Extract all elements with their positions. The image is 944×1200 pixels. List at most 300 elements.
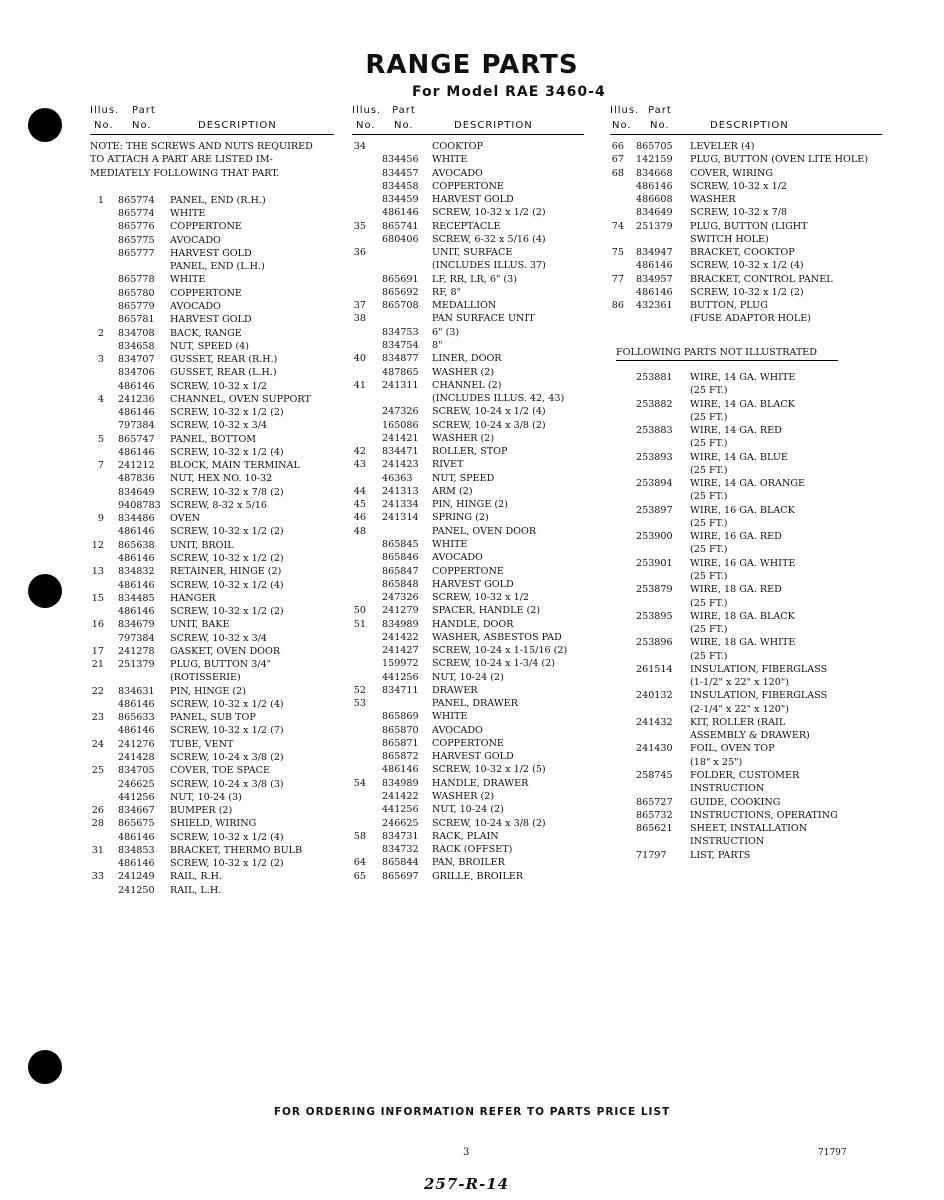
part-number: 680406 [382,233,419,245]
part-row [352,498,584,511]
illus-number: 75 [611,247,624,259]
part-row [610,809,882,822]
part-row [352,299,584,312]
part-row [610,477,882,490]
part-row [610,583,882,596]
part-row [610,490,882,503]
part-description: UNIT, SURFACE [432,247,513,259]
part-description: GUSSET, REAR (R.H.) [170,354,278,366]
column-header [610,102,882,134]
part-row [90,804,334,817]
part-description: NUT, 10-24 (3) [170,791,242,803]
part-number: 247326 [382,406,419,418]
part-row [610,233,882,246]
illus-number: 35 [353,220,366,232]
part-row [90,273,334,286]
part-description: PLUG, BUTTON (LIGHT [690,220,808,232]
part-row [610,822,882,835]
part-row [90,512,334,525]
illus-number: 5 [97,433,104,445]
part-description: PANEL, END (L.H.) [170,261,265,273]
part-row [610,437,882,450]
part-row [352,856,584,869]
punch-hole-middle [28,574,62,608]
part-description: BLOCK, MAIN TERMINAL [170,460,300,472]
part-number: 486146 [118,579,155,591]
illus-number: 43 [353,459,366,471]
part-number: 159972 [382,658,419,670]
part-row [352,379,584,392]
part-row [90,194,334,207]
part-row [610,517,882,530]
part-row [352,339,584,352]
part-description: PAN SURFACE UNIT [432,313,535,325]
part-number: 865697 [382,870,419,882]
part-row [352,538,584,551]
part-number: 834711 [382,684,419,696]
part-row [90,499,334,512]
part-row [352,710,584,723]
part-row [352,286,584,299]
part-row [610,464,882,477]
illus-number: 21 [91,659,104,671]
part-number: 241432 [636,716,673,728]
part-description: LINER, DOOR [432,353,502,365]
part-description: SCREW, 10-32 x 1/2 (2) [432,207,546,219]
part-number: 258745 [636,769,673,781]
part-description: INSULATION, FIBERGLASS [690,690,828,702]
part-number: 241427 [382,645,419,657]
part-number: 865741 [382,220,419,232]
part-description: WIRE, 14 GA. RED [690,425,782,437]
part-number: 865845 [382,538,419,550]
part-number: 865708 [382,300,419,312]
part-description: BRACKET, CONTROL PANEL [690,273,833,285]
part-row [352,631,584,644]
part-description: PLUG, BUTTON (OVEN LITE HOLE) [690,154,869,166]
illus-number: 7 [97,460,104,472]
part-row [90,724,334,737]
part-row [610,557,882,570]
part-description: SCREW, 10-32 x 7/8 [690,207,788,219]
part-description: WASHER (2) [432,432,495,444]
part-description: SCREW, 10-32 x 1/2 (4) [170,579,284,591]
part-number: 865638 [118,539,155,551]
part-description: SCREW, 10-24 x 1-3/4 (2) [432,658,556,670]
part-row [610,782,882,795]
part-description: NUT, SPEED (4) [170,340,249,352]
note [90,140,334,180]
part-row [610,703,882,716]
part-description: WHITE [432,711,468,723]
part-description: INSTRUCTIONS, OPERATING [690,809,838,821]
part-description: PIN, HINGE (2) [170,685,246,697]
header-illus: Illus. [352,105,382,116]
part-description: (25 FT.) [690,517,728,529]
illus-number: 86 [611,300,624,312]
part-description: WASHER [690,194,736,206]
part-number: 247326 [382,592,419,604]
part-description: SCREW, 10-32 x 1/2 (2) [170,407,284,419]
part-row [352,644,584,657]
part-row [610,153,882,166]
illus-number: 12 [91,539,104,551]
part-row [610,299,882,312]
part-row [90,632,334,645]
part-row [352,604,584,617]
part-description: PIN, HINGE (2) [432,499,508,511]
part-number: 834877 [382,353,419,365]
part-row [352,432,584,445]
part-number: 865747 [118,433,155,445]
part-description: WASHER, ASBESTOS PAD [432,631,562,643]
part-description: INSTRUCTION [690,783,765,795]
part-row [352,830,584,843]
handwritten-note: 257-R-14 [424,1175,510,1193]
part-row [90,340,334,353]
part-description: AVOCADO [432,167,483,179]
part-row [352,140,584,153]
part-description: SCREW, 10-32 x 1/2 (4) [170,831,284,843]
part-description: COPPERTONE [432,565,504,577]
header-illus-no: No. [94,120,114,131]
part-row [610,180,882,193]
part-row [90,486,334,499]
part-description: SCREW, 10-24 x 1/2 (4) [432,406,546,418]
part-row [352,273,584,286]
part-row [90,419,334,432]
part-description: (ROTISSERIE) [170,672,241,684]
part-description: COVER, WIRING [690,167,774,179]
illus-number: 58 [353,830,366,842]
part-number: 865727 [636,796,673,808]
part-number: 834989 [382,618,419,630]
part-description: INSULATION, FIBERGLASS [690,663,828,675]
part-row [90,287,334,300]
part-row [352,419,584,432]
part-description: WASHER (2) [432,791,495,803]
part-description: SHEET, INSTALLATION [690,823,808,835]
part-number: 834458 [382,180,419,192]
part-row [90,380,334,393]
part-row [90,884,334,897]
illus-number: 40 [353,353,366,365]
part-description: GASKET, OVEN DOOR [170,645,281,657]
part-number: 834731 [382,830,419,842]
part-number: 253901 [636,557,673,569]
part-row [90,698,334,711]
part-description: (25 FT.) [690,570,728,582]
part-description: SCREW, 10-32 x 1/2 [432,592,530,604]
part-description: RAIL, R.H. [170,871,223,883]
part-number: 865633 [118,712,155,724]
illus-number: 26 [91,805,104,817]
part-number: 834457 [382,167,419,179]
illus-number: 38 [353,313,366,325]
part-description: SCREW, 6-32 x 5/16 (4) [432,233,546,245]
part-row [90,685,334,698]
part-description: HANGER [170,592,216,604]
part-description: BRACKET, THERMO BULB [170,844,303,856]
part-description: COPPERTONE [170,287,242,299]
part-number: 865847 [382,565,419,577]
part-row [90,446,334,459]
part-row [610,259,882,272]
part-description: ASSEMBLY & DRAWER) [690,730,810,742]
part-description: COPPERTONE [170,221,242,233]
part-number: 253894 [636,478,673,490]
part-description: HANDLE, DOOR [432,618,514,630]
header-description: DESCRIPTION [710,120,789,131]
part-row [90,327,334,340]
part-row [610,384,882,397]
part-row [610,849,882,862]
part-row [352,684,584,697]
part-row [90,791,334,804]
part-number: 486146 [382,207,419,219]
illus-number: 42 [353,446,366,458]
ordering-footer: FOR ORDERING INFORMATION REFER TO PARTS PRICE LIST [273,1106,671,1118]
part-description: HARVEST GOLD [170,247,252,259]
part-description: WHITE [170,208,206,220]
part-number: 487836 [118,473,155,485]
part-number: 46363 [382,472,413,484]
part-row [90,671,334,684]
part-number: 486146 [118,407,155,419]
part-description: 8" [432,339,443,351]
part-description: HARVEST GOLD [432,194,514,206]
part-row [90,207,334,220]
part-number: 834456 [382,154,419,166]
part-number: 253881 [636,372,673,383]
header-rule [90,134,334,135]
part-description: 6" (3) [432,326,460,338]
part-description: (INCLUDES ILLUS. 42, 43) [432,393,565,405]
illus-number: 48 [353,525,366,537]
part-description: SCREW, 10-24 x 3/8 (2) [432,817,546,829]
part-row [352,525,584,538]
part-description: RACK (OFFSET) [432,844,513,856]
part-description: LEVELER (4) [690,141,755,152]
part-number: 865705 [636,141,673,152]
illus-number: 36 [353,247,366,259]
illus-number: 65 [353,870,366,882]
not-illustrated-heading: FOLLOWING PARTS NOT ILLUSTRATED [616,346,817,358]
header-description: DESCRIPTION [454,120,533,131]
illus-number: 4 [97,393,104,405]
part-description: WIRE, 18 GA. BLACK [690,610,795,622]
part-row [352,618,584,631]
column-header [90,102,334,134]
part-row [610,796,882,809]
part-number: 486146 [118,446,155,458]
part-description: SCREW, 10-24 x 1-15/16 (2) [432,645,568,657]
part-row [90,579,334,592]
part-number: 834947 [636,247,673,259]
part-number: 486146 [118,831,155,843]
part-description: (25 FT.) [690,411,728,423]
part-number: 834649 [636,207,673,219]
part-description: WIRE, 14 GA. BLUE [690,451,788,463]
header-part-no: No. [132,120,152,131]
note-line: MEDIATELY FOLLOWING THAT PART. [90,167,280,179]
illus-number: 34 [353,141,366,152]
part-number: 834631 [118,685,155,697]
illus-number: 16 [91,619,104,631]
part-row [610,273,882,286]
part-number: 865870 [382,724,419,736]
part-row [352,405,584,418]
parts-list [610,140,882,326]
part-number: 865779 [118,300,155,312]
part-row [90,751,334,764]
part-description: GUIDE, COOKING [690,796,781,808]
part-number: 834732 [382,844,419,856]
part-row [610,312,882,325]
part-description: SCREW, 10-32 x 1/2 (2) [170,858,284,870]
part-number: 834485 [118,592,155,604]
part-number: 487865 [382,366,419,378]
part-description: ARM (2) [432,485,473,497]
part-description: (25 FT.) [690,544,728,556]
part-number: 865675 [118,818,155,830]
part-description: HARVEST GOLD [432,751,514,763]
part-row [90,393,334,406]
illus-number: 23 [91,712,104,724]
part-description: PANEL, OVEN DOOR [432,525,537,537]
part-number: 246625 [382,817,419,829]
part-row [352,750,584,763]
header-illus-no: No. [356,120,376,131]
part-number: 834753 [382,326,419,338]
part-description: SPACER, HANDLE (2) [432,605,541,617]
part-row [90,857,334,870]
part-number: 486146 [118,698,155,710]
part-row [352,472,584,485]
illus-number: 31 [91,844,104,856]
part-number: 241428 [118,752,155,763]
part-description: SCREW, 10-32 x 1/2 (4) [170,446,284,458]
part-description: INSTRUCTION [690,836,765,848]
part-number: 834471 [382,446,419,458]
illus-number: 66 [611,141,624,152]
illus-number: 3 [97,354,104,366]
part-row [352,352,584,365]
not-illustrated-list [610,371,882,862]
part-description: WIRE, 16 GA. RED [690,531,782,543]
illus-number: 64 [353,857,366,869]
note-line: NOTE: THE SCREWS AND NUTS REQUIRED [90,141,313,152]
punch-hole-bottom [28,1050,62,1084]
part-row [610,220,882,233]
part-row [610,286,882,299]
part-description: WIRE, 16 GA. WHITE [690,557,796,569]
part-row [610,676,882,689]
part-description: (INCLUDES ILLUS. 37) [432,260,546,272]
part-number: 241421 [382,432,419,444]
part-description: GUSSET, REAR (L.H.) [170,367,277,379]
part-number: 9408783 [118,499,161,511]
part-description: COPPERTONE [432,180,504,192]
page-subtitle: For Model RAE 3460-4 [412,84,606,100]
part-description: SHIELD, WIRING [170,818,257,830]
part-row [352,578,584,591]
part-number: 251379 [118,659,155,671]
illus-number: 13 [91,566,104,578]
part-number: 241250 [118,884,155,896]
part-number: 253896 [636,637,673,649]
part-number: 834486 [118,513,155,525]
document-code: 71797 [818,1148,847,1158]
part-description: HARVEST GOLD [170,314,252,326]
part-row [90,658,334,671]
not-illustrated-section [610,346,882,862]
illus-number: 41 [353,379,366,391]
part-row [610,835,882,848]
part-description: (18" x 25") [690,756,743,768]
part-number: 486146 [118,858,155,870]
part-row [90,539,334,552]
part-description: NUT, 10-24 (2) [432,671,504,683]
part-number: 241334 [382,499,419,511]
part-row [352,153,584,166]
illus-number: 9 [97,513,104,525]
part-description: SCREW, 10-32 x 3/4 [170,632,268,644]
part-row [90,592,334,605]
part-description: BRACKET, COOKTOP [690,247,795,259]
part-row [90,459,334,472]
part-row [90,433,334,446]
header-part: Part [132,105,156,116]
part-number: 253893 [636,451,673,463]
part-description: SCREW, 8-32 x 5/16 [170,499,268,511]
column-header [352,102,584,134]
part-number: 241249 [118,871,155,883]
part-description: PLUG, BUTTON 3/4" [170,659,272,671]
illus-number: 25 [91,765,104,777]
illus-number: 77 [611,273,624,285]
part-row [352,817,584,830]
part-row [90,366,334,379]
part-row [352,657,584,670]
part-row [352,206,584,219]
part-row [90,525,334,538]
part-row [90,870,334,883]
header-rule [610,134,882,135]
part-description: COVER, TOE SPACE [170,765,271,777]
col3-rows [610,134,882,862]
part-description: WIRE, 14 GA. ORANGE [690,478,806,490]
part-number: 834832 [118,566,155,578]
part-description: PANEL, END (R.H.) [170,194,266,206]
part-description: SCREW, 10-24 x 3/8 (2) [432,419,546,431]
part-number: 865848 [382,578,419,590]
part-row [90,645,334,658]
illus-number: 17 [91,645,104,657]
part-row [352,870,584,883]
part-description: (2-1/4" x 22" x 120") [690,703,790,715]
illus-number: 46 [353,512,366,524]
part-row [90,300,334,313]
part-row [610,756,882,769]
part-row [352,671,584,684]
part-description: CHANNEL (2) [432,379,502,391]
part-number: 797384 [118,632,155,644]
part-number: 486146 [636,286,673,298]
part-description: ROLLER, STOP [432,446,508,458]
part-row [610,650,882,663]
part-description: SCREW, 10-32 x 1/2 (2) [170,553,284,565]
